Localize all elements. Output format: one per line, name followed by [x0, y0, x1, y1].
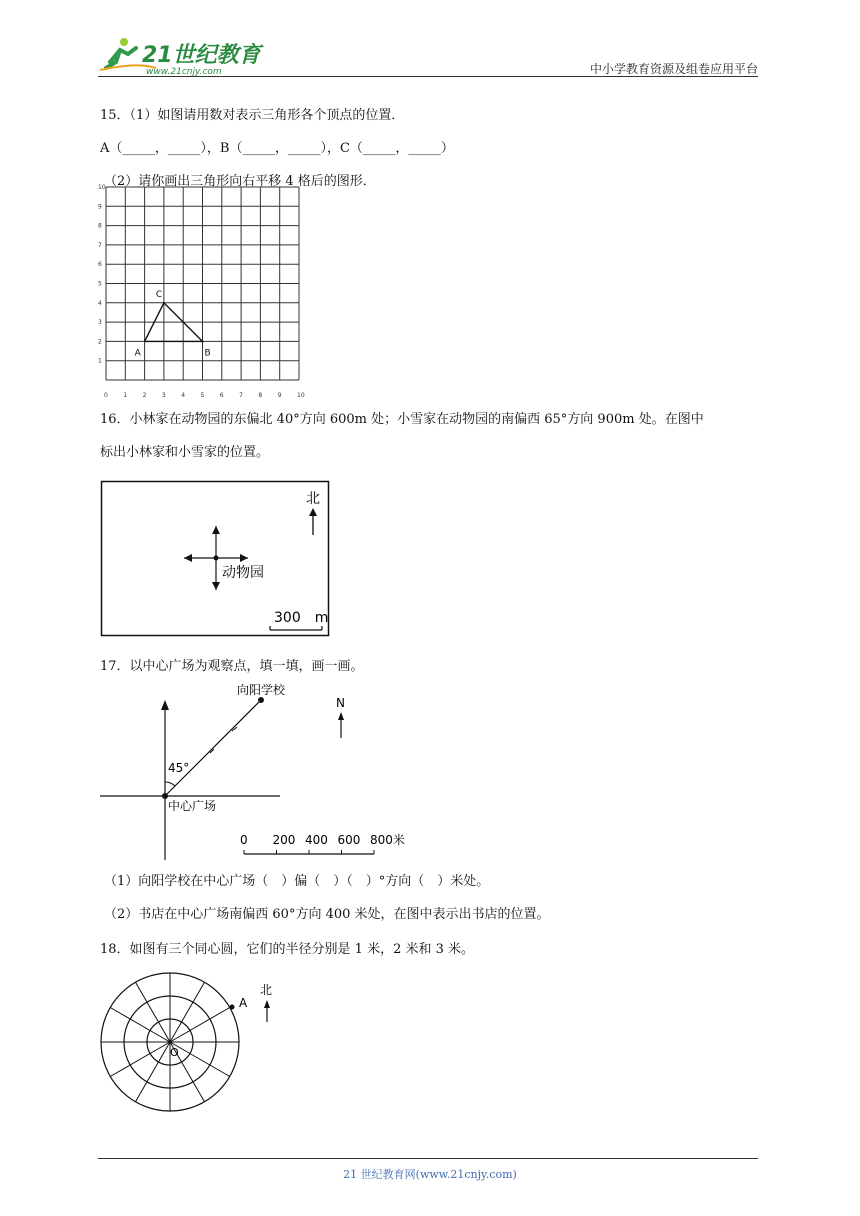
vertex-label-a: A — [134, 348, 141, 359]
x-axis-ticks — [104, 392, 305, 399]
y-tick-label: 2 — [98, 338, 102, 346]
q15-answer-line: A（_____，_____），B（_____，_____），C（_____，_____） — [100, 141, 454, 156]
header-divider — [98, 76, 758, 77]
north-label: 北 — [260, 983, 273, 997]
q15-title: 15．（1）如图请用数对表示三角形各个顶点的位置． — [100, 108, 405, 123]
x-tick-label: 5 — [200, 392, 205, 399]
x-tick-label: 7 — [239, 392, 243, 399]
spoke — [136, 982, 171, 1042]
spoke — [170, 1042, 230, 1077]
q15-part2: （2）请你画出三角形向右平移 4 格后的图形． — [104, 174, 376, 189]
q18-concentric-figure — [96, 970, 296, 1120]
school-point — [258, 697, 264, 703]
q17-figure — [96, 678, 416, 860]
scale-ruler — [240, 832, 405, 854]
scale-bar — [270, 626, 322, 630]
center-o-label: O — [170, 1046, 179, 1059]
angle-arc — [165, 782, 175, 786]
north-label: N — [336, 696, 345, 710]
school-label: 向阳学校 — [237, 683, 286, 697]
x-tick-label: 2 — [142, 392, 147, 399]
radial-spokes — [101, 973, 239, 1111]
q17-title: 17．以中心广场为观察点，填一填，画一画。 — [100, 659, 364, 674]
x-tick-label: 0 — [104, 392, 108, 399]
x-tick-label: 8 — [258, 392, 263, 399]
footer-text: 21 世纪教育网(www.21cnjy.com) — [343, 1168, 517, 1181]
vertex-label-c: C — [155, 289, 163, 300]
point-a-label: A — [239, 996, 248, 1010]
y-tick-label: 3 — [98, 319, 102, 327]
x-tick-label: 3 — [161, 392, 166, 399]
y-tick-label: 1 — [98, 357, 102, 365]
up-arrow-icon — [161, 700, 169, 710]
y-axis-ticks — [98, 184, 106, 365]
y-tick-label: 10 — [98, 184, 106, 191]
y-tick-label: 5 — [98, 280, 102, 288]
header-platform-text: 中小学教育资源及组卷应用平台 — [589, 62, 758, 76]
y-tick-label: 8 — [98, 222, 102, 230]
q18-title: 18．如图有三个同心圆，它们的半径分别是 1 米，2 米和 3 米。 — [100, 942, 475, 957]
spoke — [136, 1042, 171, 1102]
q16-line1: 16．小林家在动物园的东偏北 40°方向 600m 处；小雪家在动物园的南偏西 65°方向 900m 处。在图中 — [100, 412, 704, 427]
triangle-abc — [135, 290, 211, 359]
q17-part1: （1）向阳学校在中心广场（ ）偏（ ）（ ）°方向（ ）米处。 — [104, 874, 490, 889]
footer-divider — [98, 1158, 758, 1159]
x-tick-label: 10 — [297, 392, 305, 399]
x-tick-label: 6 — [219, 392, 224, 399]
north-arrow-icon — [338, 712, 344, 738]
q17-part2: （2）书店在中心广场南偏西 60°方向 400 米处，在图中表示出书店的位置。 — [104, 907, 550, 922]
ruler-label: 200 — [272, 833, 296, 847]
north-arrow-icon — [309, 508, 317, 535]
zoo-label: 动物园 — [222, 565, 264, 581]
ruler-label: 0 — [240, 833, 248, 847]
spoke — [110, 1008, 170, 1043]
school-ray — [165, 700, 261, 796]
spoke — [110, 1042, 170, 1077]
q15-grid-figure — [96, 184, 306, 404]
x-tick-label: 1 — [123, 392, 128, 399]
y-tick-label: 9 — [98, 203, 102, 211]
scale-label: 300 m — [274, 610, 329, 626]
spoke — [170, 982, 205, 1042]
ruler-label: 800米 — [370, 833, 405, 847]
x-tick-label: 4 — [181, 392, 186, 399]
site-logo — [96, 32, 266, 76]
north-label: 北 — [306, 491, 320, 507]
logo-text: 21世纪教育 — [142, 43, 261, 68]
north-arrow-icon — [264, 1000, 270, 1022]
angle-label: 45° — [168, 761, 190, 775]
y-tick-label: 7 — [98, 241, 102, 249]
logo-url: www.21cnjy.com — [146, 67, 222, 77]
center-label: 中心广场 — [168, 799, 217, 813]
x-tick-label: 9 — [277, 392, 282, 399]
ruler-label: 600 — [337, 833, 361, 847]
vertex-label-b: B — [204, 348, 211, 359]
y-tick-label: 4 — [98, 299, 102, 307]
q16-line2: 标出小林家和小雪家的位置。 — [100, 445, 270, 460]
ruler-label: 400 — [305, 833, 328, 847]
q16-map-figure — [100, 480, 332, 640]
point-a — [230, 1005, 235, 1010]
y-tick-label: 6 — [98, 261, 102, 269]
spoke — [170, 1008, 230, 1043]
